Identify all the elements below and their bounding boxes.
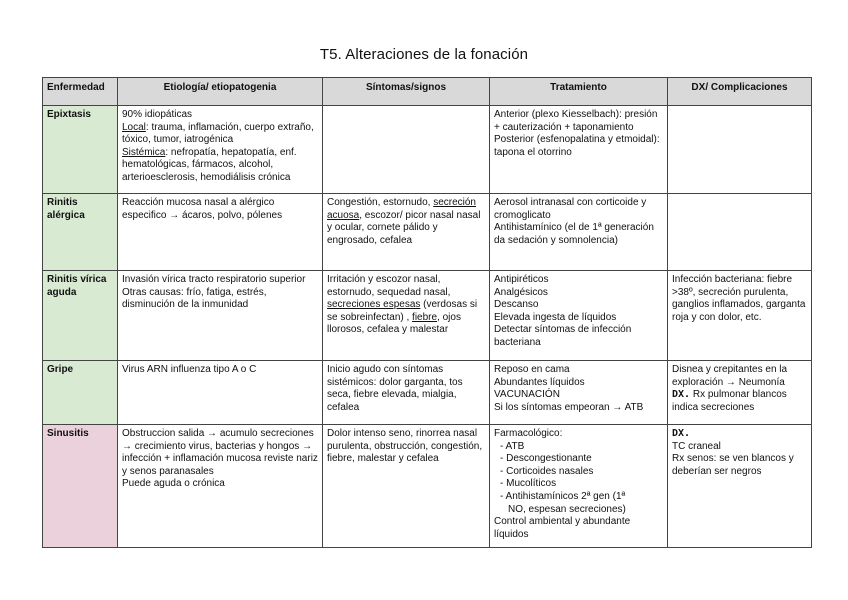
text-span: Congestión, estornudo, bbox=[327, 197, 431, 208]
text-line: Abundantes líquidos bbox=[494, 376, 585, 388]
dx-cell bbox=[668, 425, 812, 548]
text-line: Otras causas: frío, fatiga, estrés, disminución de la inmunidad bbox=[122, 286, 267, 311]
text-line: Inicio agudo con síntomas sistémicos: dolor garganta, tos seca, fiebre elevada, mialgia, cefalea bbox=[327, 364, 463, 413]
page-title: T5. Alteraciones de la fonación bbox=[319, 46, 529, 63]
table-row bbox=[43, 271, 812, 361]
text-span: : nefropatía, hepatopatía, enf. hematológicas, fármacos, alcohol, arterioesclerosis, hemodiálisis crónica bbox=[122, 146, 297, 183]
header-sintomas: Síntomas/signos bbox=[323, 78, 490, 106]
header-tratamiento: Tratamiento bbox=[490, 78, 668, 106]
etiologia-cell bbox=[118, 271, 323, 361]
text-line: Reacción mucosa nasal a alérgico especifico → ácaros, polvo, pólenes bbox=[122, 197, 283, 221]
disease-cell: Epixtasis bbox=[43, 106, 118, 194]
dx-cell bbox=[668, 106, 812, 194]
disease-cell: Rinitis alérgica bbox=[43, 194, 118, 271]
etiologia-cell bbox=[118, 425, 323, 548]
sintomas-cell bbox=[323, 271, 490, 361]
text-line: Analgésicos bbox=[494, 286, 548, 298]
text-line bbox=[672, 389, 807, 414]
underlined-term: fiebre bbox=[412, 311, 438, 323]
text-line: Si los síntomas empeoran → ATB bbox=[494, 401, 644, 413]
text-line: Rx senos: se ven blancos y deberían ser negros bbox=[672, 453, 794, 477]
list-item: NO, espesan secreciones) bbox=[508, 503, 626, 515]
text-line: Dolor intenso seno, rinorrea nasal purulenta, obstrucción, congestión, fiebre, malestar y cefalea bbox=[327, 428, 483, 465]
disease-cell: Gripe bbox=[43, 361, 118, 425]
text-span: , escozor/ picor nasal nasal y ocular, cornete pálido y engrosado, cefalea bbox=[327, 209, 481, 246]
text-span: , ojos llorosos, cefalea y malestar bbox=[327, 311, 461, 336]
text-line: Infección bacteriana: fiebre >38º, secreción purulenta, ganglios inflamados, garganta roja y con dolor, etc. bbox=[672, 274, 806, 323]
text-line: Invasión vírica tracto respiratorio superior bbox=[122, 274, 306, 285]
text-line: Aerosol intranasal con corticoide y cromoglicato bbox=[494, 197, 647, 221]
text-line: Antihistamínico (el de 1ª generación da sedación y somnolencia) bbox=[494, 222, 654, 246]
text-line: Antipiréticos bbox=[494, 274, 549, 285]
text-line: Virus ARN influenza tipo A o C bbox=[122, 364, 257, 375]
text-line bbox=[122, 147, 318, 185]
dx-cell bbox=[668, 271, 812, 361]
text-line: 90% idiopáticas bbox=[122, 109, 193, 120]
disease-cell: Sinusitis bbox=[43, 425, 118, 548]
table-header-row bbox=[43, 78, 812, 106]
etiologia-cell bbox=[118, 106, 323, 194]
text-line: TC craneal bbox=[672, 440, 721, 452]
text-line bbox=[327, 197, 485, 247]
sintomas-cell bbox=[323, 194, 490, 271]
disease-cell: Rinitis vírica aguda bbox=[43, 271, 118, 361]
text-line: Control ambiental y abundante líquidos bbox=[494, 516, 631, 540]
text-span: : trauma, inflamación, cuerpo extraño, tóxico, tumor, iatrogénica bbox=[122, 121, 314, 146]
tratamiento-cell bbox=[490, 361, 668, 425]
etiologia-cell bbox=[118, 194, 323, 271]
table-row bbox=[43, 361, 812, 425]
text-line: Disnea y crepitantes en la exploración → Neumonía bbox=[672, 364, 788, 388]
list-item: - ATB bbox=[500, 440, 525, 452]
text-span: Irritación y escozor nasal, estornudo, sequedad nasal, bbox=[327, 274, 451, 298]
tratamiento-cell bbox=[490, 271, 668, 361]
text-line: Posterior (esfenopalatina y etmoidal): tapona el otorrino bbox=[494, 134, 660, 158]
list-item: - Descongestionante bbox=[500, 453, 592, 465]
underlined-term: Local bbox=[122, 121, 146, 133]
text-line: VACUNACIÓN bbox=[494, 389, 560, 401]
tratamiento-cell bbox=[490, 194, 668, 271]
table-row bbox=[43, 106, 812, 194]
header-dx: DX/ Complicaciones bbox=[668, 78, 812, 106]
text-line: Puede aguda o crónica bbox=[122, 478, 225, 490]
underlined-term: Sistémica bbox=[122, 146, 166, 158]
text-line bbox=[327, 274, 485, 337]
text-line: Reposo en cama bbox=[494, 364, 570, 375]
text-line: Obstruccion salida → acumulo secreciones → crecimiento virus, bacterias y hongos → infección + inflamación mucosa reviste nariz y senos paranasales bbox=[122, 428, 318, 477]
text-line: Elevada ingesta de líquidos bbox=[494, 311, 617, 323]
text-line bbox=[122, 122, 318, 147]
header-etiologia: Etiología/ etiopatogenia bbox=[118, 78, 323, 106]
dx-cell bbox=[668, 194, 812, 271]
text-span: Rx pulmonar blancos indica secreciones bbox=[672, 389, 787, 413]
table-row bbox=[43, 194, 812, 271]
text-line: Farmacológico: bbox=[494, 428, 563, 439]
etiologia-cell bbox=[118, 361, 323, 425]
disease-table bbox=[42, 77, 812, 548]
list-item: - Mucolíticos bbox=[500, 478, 557, 490]
text-line: Descanso bbox=[494, 299, 539, 311]
tratamiento-cell bbox=[490, 425, 668, 548]
text-line: Detectar síntomas de infección bacteriana bbox=[494, 324, 632, 348]
text-span: (verdosas si se sobreinfectan) , bbox=[327, 299, 478, 323]
bold-term: DX. bbox=[672, 389, 691, 401]
list-item: - Corticoides nasales bbox=[500, 465, 594, 477]
table-row bbox=[43, 425, 812, 548]
list-item: - Antihistamínicos 2ª gen (1ª bbox=[500, 490, 626, 502]
dx-cell bbox=[668, 361, 812, 425]
underlined-term: secreción acuosa bbox=[327, 197, 476, 221]
sintomas-cell bbox=[323, 106, 490, 194]
underlined-term: secreciones espesas bbox=[327, 299, 421, 311]
tratamiento-cell bbox=[490, 106, 668, 194]
sintomas-cell bbox=[323, 361, 490, 425]
text-line: Anterior (plexo Kiesselbach): presión + cauterización + taponamiento bbox=[494, 109, 658, 133]
sintomas-cell bbox=[323, 425, 490, 548]
header-enfermedad: Enfermedad bbox=[43, 78, 118, 106]
bold-term: DX. bbox=[672, 428, 691, 439]
